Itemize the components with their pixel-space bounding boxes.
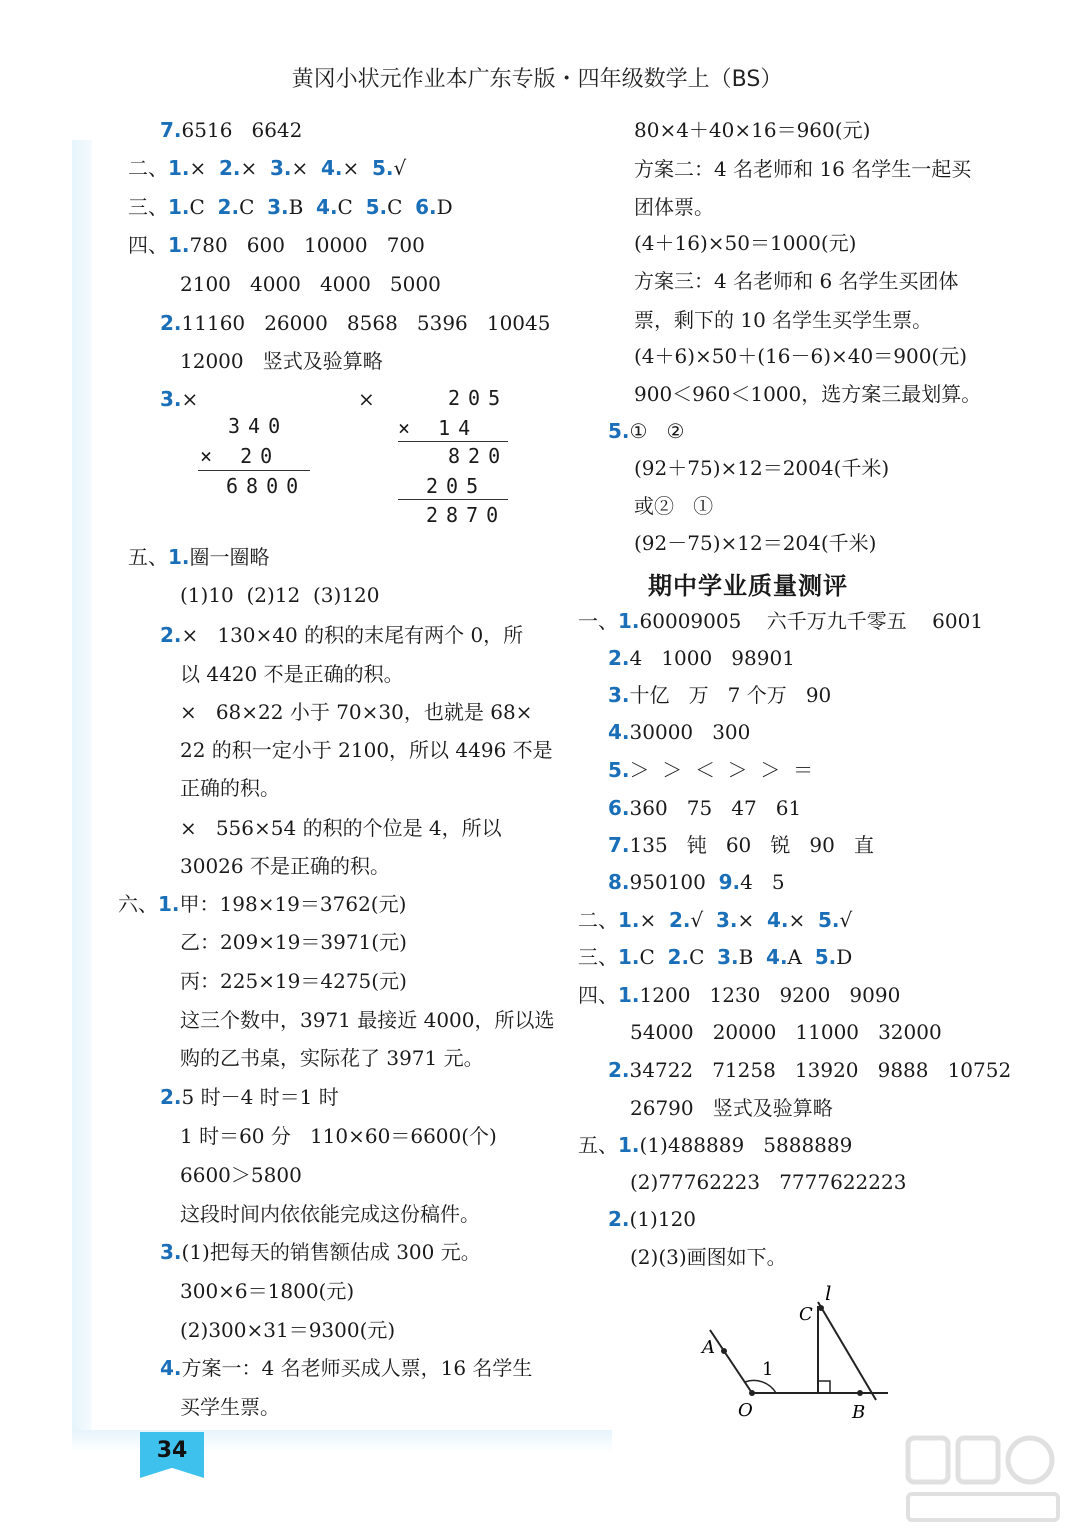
answer-line: 丙：225×19＝4275(元)	[180, 969, 407, 993]
section-title: 期中学业质量测评	[648, 572, 848, 600]
label-angle-1: 1	[762, 1359, 774, 1380]
calc-partial: 820	[448, 444, 509, 468]
point-O	[749, 1390, 755, 1396]
answer-line: (4＋6)×50＋(16－6)×40＝900(元)	[634, 344, 968, 368]
answer-line: 26790 竖式及验算略	[630, 1096, 833, 1120]
answer-line: (92＋75)×12＝2004(千米)	[634, 456, 890, 480]
answer-line: 3.十亿 万 7 个万 90	[608, 683, 832, 707]
page-number: 34	[156, 1438, 188, 1463]
answer-line: 五、1.(1)488889 5888889	[578, 1133, 853, 1157]
answer-line: 2100 4000 4000 5000	[180, 272, 441, 296]
answer-line: 5.① ②	[608, 419, 685, 443]
answer-line: 3.(1)把每天的销售额估成 300 元。	[160, 1240, 481, 1264]
calc-result: 6800	[226, 474, 307, 498]
answer-line: 4.30000 300	[608, 720, 751, 744]
answer-line: 2.34722 71258 13920 9888 10752	[608, 1058, 1012, 1082]
label-l: l	[825, 1281, 832, 1305]
answer-line: 7.135 钝 60 锐 90 直	[608, 833, 874, 857]
watermark-logo	[902, 1428, 1062, 1528]
calc-rule	[398, 499, 508, 500]
answer-line: 一、1.60009005 六千万九千零五 6001	[578, 609, 984, 633]
answer-line: 2.5 时－4 时＝1 时	[160, 1085, 339, 1109]
answer-line: 1 时＝60 分 110×60＝6600(个)	[180, 1124, 497, 1148]
label-C: C	[799, 1304, 813, 1325]
answer-line: × 68×22 小于 70×30，也就是 68×	[180, 700, 533, 724]
answer-line: 五、1.圈一圈略	[128, 545, 270, 569]
answer-line: 团体票。	[634, 195, 714, 219]
answer-line: 买学生票。	[180, 1395, 280, 1419]
answer-line: 7.6516 6642	[160, 118, 303, 142]
answer-line: 12000 竖式及验算略	[180, 349, 383, 373]
answer-line: 票，剩下的 10 名学生买学生票。	[634, 308, 933, 332]
answer-line: (1)10 (2)12 (3)120	[180, 583, 380, 607]
calc-multiplier: × 14	[398, 416, 479, 440]
answer-line: (4＋16)×50＝1000(元)	[634, 231, 857, 255]
answer-line: 2.(1)120	[608, 1207, 697, 1231]
answer-line: 8.950100 9.4 5	[608, 870, 785, 894]
check-mark: ×	[358, 387, 375, 411]
margin-band	[72, 140, 92, 1440]
geometry-figure	[690, 1280, 900, 1430]
answer-line: 2.11160 26000 8568 5396 10045	[160, 311, 551, 335]
answer-line: 2.4 1000 98901	[608, 646, 795, 670]
answer-line: 3.×	[160, 387, 199, 411]
answer-line: 这三个数中，3971 最接近 4000，所以选	[180, 1008, 555, 1032]
answer-line: 30026 不是正确的积。	[180, 854, 390, 878]
answer-line: 购的乙书桌，实际花了 3971 元。	[180, 1046, 484, 1070]
page-header: 黄冈小状元作业本广东专版・四年级数学上（BS）	[291, 67, 783, 92]
point-B	[857, 1390, 863, 1396]
answer-line: × 556×54 的积的个位是 4，所以	[180, 816, 502, 840]
calc-result: 2870	[426, 503, 507, 527]
answer-line: (2)(3)画图如下。	[630, 1245, 787, 1269]
calc-rule	[198, 470, 310, 471]
answer-line: 6600＞5800	[180, 1163, 302, 1187]
point-A	[721, 1348, 727, 1354]
label-A: A	[702, 1337, 715, 1358]
answer-line: 三、1.C 2.C 3.B 4.A 5.D	[578, 945, 853, 969]
answer-line: 这段时间内依依能完成这份稿件。	[180, 1202, 480, 1226]
ray-OA	[710, 1330, 752, 1393]
answer-line: 方案三：4 名老师和 6 名学生买团体	[634, 269, 959, 293]
answer-line: 二、1.× 2.× 3.× 4.× 5.√	[128, 156, 407, 180]
line-l	[818, 1302, 876, 1400]
answer-line: (2)77762223 7777622223	[630, 1170, 907, 1194]
answer-line: 四、1.780 600 10000 700	[128, 233, 425, 257]
answer-line: 三、1.C 2.C 3.B 4.C 5.C 6.D	[128, 195, 453, 219]
calc-multiplicand: 340	[228, 414, 289, 438]
answer-line: 6.360 75 47 61	[608, 796, 802, 820]
answer-line: 2.× 130×40 的积的末尾有两个 0，所	[160, 623, 524, 647]
answer-line: 22 的积一定小于 2100，所以 4496 不是	[180, 738, 553, 762]
answer-line: 六、1.甲：198×19＝3762(元)	[118, 892, 407, 916]
answer-line: 正确的积。	[180, 776, 280, 800]
point-C	[818, 1305, 824, 1311]
answer-line: 900＜960＜1000，选方案三最划算。	[634, 382, 982, 406]
calc-multiplier: × 20	[200, 444, 281, 468]
answer-line: 方案二：4 名老师和 16 名学生一起买	[634, 157, 972, 181]
answer-line: (92－75)×12＝204(千米)	[634, 531, 877, 555]
answer-line: (2)300×31＝9300(元)	[180, 1318, 396, 1342]
answer-line: 以 4420 不是正确的积。	[180, 662, 404, 686]
answer-line: 54000 20000 11000 32000	[630, 1020, 942, 1044]
calc-rule	[398, 441, 508, 442]
answer-line: 5.＞ ＞ ＜ ＞ ＞ ＝	[608, 758, 814, 782]
label-O: O	[738, 1400, 753, 1421]
answer-line: 4.方案一：4 名老师买成人票，16 名学生	[160, 1356, 533, 1380]
answer-line: 乙：209×19＝3971(元)	[180, 930, 407, 954]
answer-line: 80×4＋40×16＝960(元)	[634, 118, 871, 142]
answer-line: 四、1.1200 1230 9200 9090	[578, 983, 901, 1007]
label-B: B	[852, 1402, 866, 1423]
right-angle-mark	[818, 1381, 830, 1393]
answer-line: 300×6＝1800(元)	[180, 1279, 355, 1303]
answer-line: 二、1.× 2.√ 3.× 4.× 5.√	[578, 908, 853, 932]
calc-partial: 205	[426, 474, 487, 498]
calc-multiplicand: 205	[448, 386, 509, 410]
answer-line: 或② ①	[634, 494, 714, 518]
